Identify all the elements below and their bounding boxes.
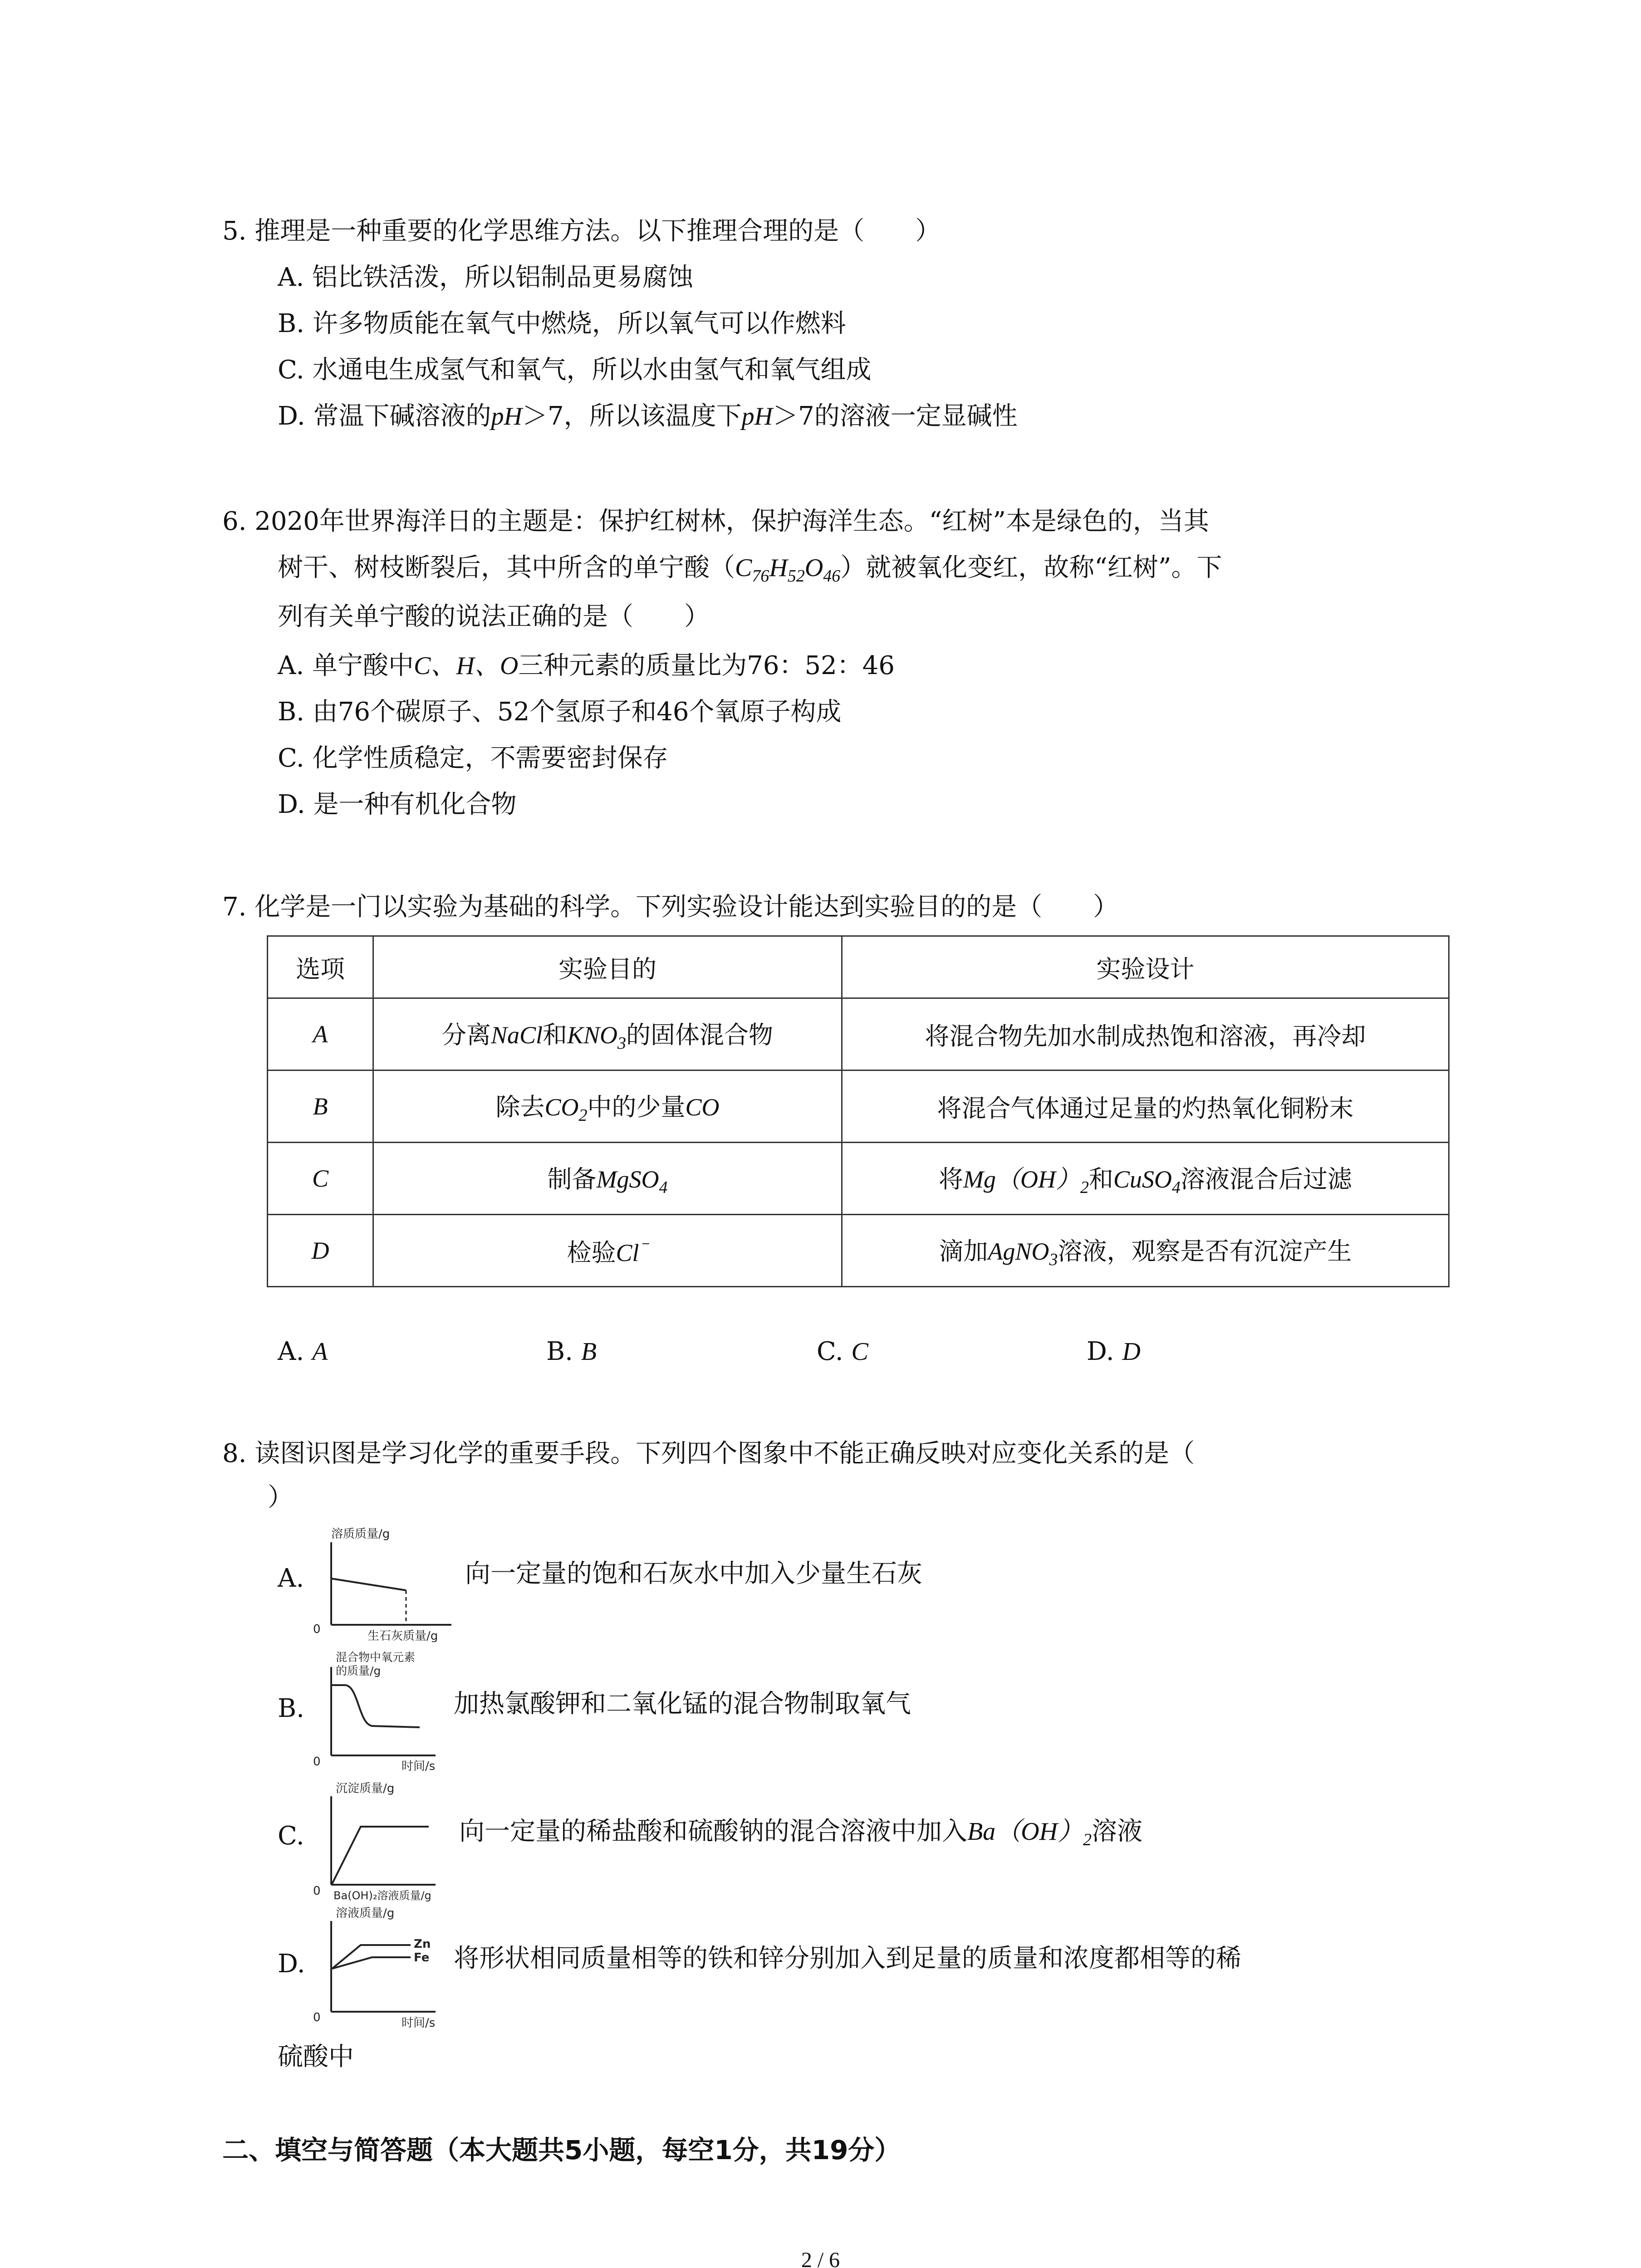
q8-option-a-text: 向一定量的饱和石灰水中加入少量生石灰 (465, 1559, 922, 1589)
section-2-heading: 二、填空与简答题（本大题共5小题，每空1分，共19分） (222, 2135, 901, 2165)
graph-c-ylabel: 沉淀质量/g (336, 1782, 395, 1795)
q6-option-d: D. 是一种有机化合物 (278, 790, 517, 819)
table-row (268, 1070, 1449, 1143)
q8-stem-line2: ） (268, 1483, 293, 1512)
q5-stem: 5. 推理是一种重要的化学思维方法。以下推理合理的是（ ） (222, 216, 941, 246)
header-option: 选项 (268, 936, 373, 998)
q8-graph-c (299, 1776, 463, 1905)
q8-option-d-text-2: 硫酸中 (278, 2042, 354, 2072)
graph-c-xlabel: Ba(OH)₂溶液质量/g (333, 1889, 431, 1902)
q7-table (267, 935, 1450, 1287)
graph-d-zn-label: Zn (414, 1937, 431, 1951)
graph-d-fe-label: Fe (414, 1951, 430, 1965)
row-design: 将混合气体通过足量的灼热氧化铜粉末 (842, 1070, 1449, 1143)
q8-option-b-label: B. (278, 1694, 304, 1723)
q7-stem: 7. 化学是一门以实验为基础的科学。下列实验设计能达到实验目的的是（ ） (222, 892, 1119, 922)
q5-option-a: A. 铝比铁活泼，所以铝制品更易腐蚀 (278, 263, 694, 292)
row-design: 将$Mg(OH)_2$和CuSO$_4$溶液混合后过滤 (842, 1143, 1449, 1215)
q6-stem-line1: 6. 2020年世界海洋日的主题是：保护红树林，保护海洋生态。“红树”本是绿色的，当其 (222, 507, 1210, 536)
graph-d-xlabel: 时间/s (402, 2016, 436, 2030)
q6-option-b: B. 由76个碳原子、52个氢原子和46个氧原子构成 (278, 697, 842, 727)
q7-choice-d: D. D (1087, 1337, 1141, 1366)
q6-option-a: A. 单宁酸中C、H、O三种元素的质量比为76：52：46 (278, 651, 895, 680)
graph-d-ylabel: 溶液质量/g (336, 1906, 395, 1920)
graph-b-ylabel-1: 混合物中氧元素 (336, 1651, 416, 1664)
q8-stem-line1: 8. 读图识图是学习化学的重要手段。下列四个图象中不能正确反映对应变化关系的是（ (222, 1439, 1195, 1468)
header-goal: 实验目的 (373, 936, 842, 998)
q5-option-b: B. 许多物质能在氧气中燃烧，所以氧气可以作燃料 (278, 309, 846, 338)
q6-option-c: C. 化学性质稳定，不需要密封保存 (278, 743, 668, 773)
table-header-row (268, 936, 1449, 998)
row-goal: 检验Cl⁻ (373, 1215, 842, 1287)
q6-stem-line2: 树干、树枝断裂后，其中所含的单宁酸$(C_{76}H_{52}O_{46})$就被氧化变红，故称“红树”。下 (278, 553, 1222, 586)
q8-option-b-text: 加热氯酸钾和二氧化锰的混合物制取氧气 (454, 1689, 911, 1719)
header-design: 实验设计 (842, 936, 1449, 998)
q8-option-d-text: 将形状相同质量相等的铁和锌分别加入到足量的质量和浓度都相等的稀 (454, 1944, 1241, 1973)
graph-b-curve (332, 1685, 420, 1727)
graph-a-ylabel: 溶质质量/g (331, 1527, 390, 1541)
row-goal: 分离NaCl和$KNO_3$的固体混合物 (373, 998, 842, 1070)
graph-b-ylabel-2: 的质量/g (336, 1664, 381, 1677)
table-row (268, 1215, 1449, 1287)
graph-c-origin: 0 (313, 1884, 321, 1898)
q8-option-c-label: C. (278, 1821, 304, 1851)
q7-choice-a: A. A (278, 1337, 328, 1366)
graph-a-xlabel: 生石灰质量/g (367, 1629, 438, 1642)
q8-graph-d (299, 1901, 463, 2032)
graph-a-curve (331, 1579, 406, 1590)
q8-graph-a (299, 1520, 481, 1644)
q8-option-d-label: D. (278, 1949, 305, 1979)
row-goal: 除去$CO_2$中的少量CO (373, 1070, 842, 1143)
row-option: D (268, 1215, 373, 1287)
row-design: 将混合物先加水制成热饱和溶液，再冷却 (842, 998, 1449, 1070)
q8-option-a-label: A. (278, 1564, 304, 1593)
graph-d-origin: 0 (313, 2011, 321, 2024)
q5-option-d: D. 常温下碱溶液的pH＞7，所以该温度下pH＞7的溶液一定显碱性 (278, 401, 1018, 431)
page-number: 2 / 6 (801, 2248, 840, 2268)
q6-stem-line3: 列有关单宁酸的说法正确的是（ ） (278, 602, 710, 631)
row-option: C (268, 1143, 373, 1215)
q8-option-c-text: 向一定量的稀盐酸和硫酸钠的混合溶液中加入$Ba(OH)_2$溶液 (459, 1817, 1143, 1850)
graph-a-origin: 0 (313, 1623, 321, 1636)
graph-c-curve (332, 1827, 429, 1884)
table-row (268, 998, 1449, 1070)
q7-choice-c: C. C (817, 1337, 868, 1366)
table-row (268, 1143, 1449, 1215)
row-option: B (268, 1070, 373, 1143)
graph-b-xlabel: 时间/s (402, 1760, 436, 1773)
row-design: 滴加AgNO$_3$溶液，观察是否有沉淀产生 (842, 1215, 1449, 1287)
q7-choice-b: B. B (546, 1337, 597, 1366)
row-goal: 制备MgSO$_4$ (373, 1143, 842, 1215)
q5-option-c: C. 水通电生成氢气和氧气，所以水由氢气和氧气组成 (278, 355, 872, 385)
q8-graph-b (299, 1647, 463, 1775)
row-option: A (268, 998, 373, 1070)
graph-b-origin: 0 (313, 1755, 321, 1769)
